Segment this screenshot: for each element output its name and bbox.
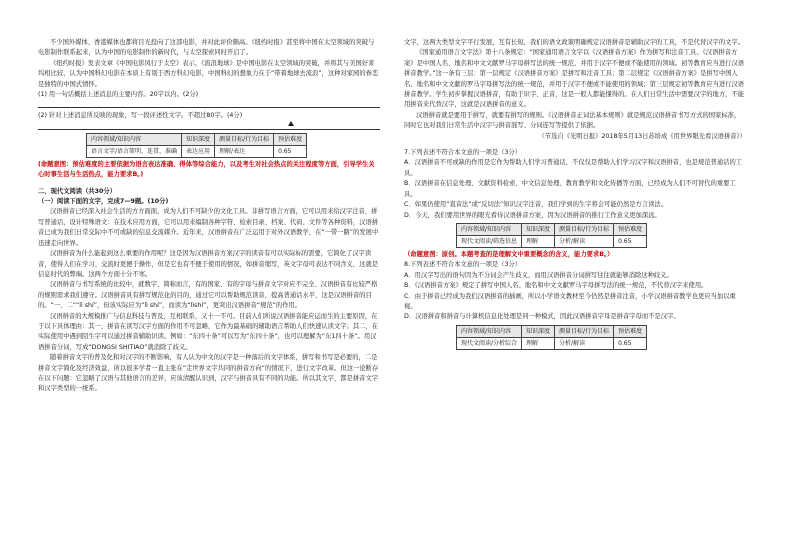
table-header: 测量目标/行为目标	[555, 325, 614, 337]
left-column	[38, 38, 380, 395]
right-column	[404, 38, 746, 352]
spec-table-2	[456, 223, 647, 248]
table-header: 预估难度	[614, 223, 647, 235]
table-cell: 现代文阅读/筛选信息	[457, 235, 522, 247]
paragraph: 汉语拼音已经深入社会生活的方方面面，成为人们不可缺少的文化工具。非拼写语言方面，它可以用来给汉字注音，拼写普通话，设计特殊语文：在技术应用方面，它可以用来编制各种字符、检索目录、档案、代码、文件等各种资料，汉语拼音已成为我们日常交际中不可或缺的信息交流媒介。近年来，汉语拼音在广泛运用于对外汉语教学，在“一带一路”的发展中迅速走向世界。	[38, 208, 379, 247]
paragraph: 汉语拼音的大规模推广与信息科技与普及，互相联系，又十一不可。目前人们所说汉语拼音能应运而生的主要原因，在于以下具体理由：其一，拼音在读写汉字方面的作用不可忽略，它作为最基础的辅助语言帮助人们快速认读文字；其二，在实际使用中遇到陌生字可以通过拼音辅助识读。例如：“东四十条”可以写为“东四十条”，也可以理解为“东1四十条”。用汉语拼音分词，写成“DONGSI SHITIAO”就消除了歧义。	[38, 312, 379, 351]
citation: （节选自《光明日报》2018年5月13日苏培成《用世界眼光看汉语拼音》）	[538, 132, 746, 140]
option-b: B．《汉语拼音方案》规定了拼写中国人名、地名和中文文献罗马字母拼写法的统一规范，不代替汉字来使用。	[404, 282, 708, 290]
paragraph: 文字，这两大类型文字平行发展，互有长短，我们的语文政策明确规定汉语拼音是辅助汉字的工具，不是代替汉字的文字。	[404, 39, 745, 46]
answer-line	[38, 101, 380, 108]
option-a: A．用汉字写出的语句因为不分词会产生歧义，而用汉语拼音分词拼写往往就能够消除这种歧义。	[404, 271, 673, 279]
option-c: C．由于拼音已经成为我们汉语拼音的插画，所以小学语文教材至今仍然是拼音注音，小学汉语拼音教学也更应当加以重视。	[404, 292, 736, 310]
table-header: 测量目标/行为目标	[215, 133, 274, 145]
intent-note: (命题意图：预估难度的主要依据为语言表达准确、得体等综合能力，以及考生对社会热点的关注程度等方面，引导学生关心时事生活与生活热点，能力要求B。)	[38, 160, 375, 179]
question-1: (1) 用一句话概括上述消息的主要内容。20字以内。(2分)	[38, 91, 199, 99]
paragraph: 汉语拼音与书写系统的比较中，就数字、简称而言，有的国家、有的字母与拼音文字对应不完全、汉语拼音有比较严格的规则需求我们遵守。汉语拼音具有拼写规范化的目的，通过它可以帮助规范读音，提高普通话水平，这是汉语拼音的目的。“一、二”“lì shí”，但该实际应为“lì shí”，而读为“lìshí”，更突出汉语拼音“规范”的作用。	[38, 281, 378, 310]
table-cell: 0.65	[614, 235, 647, 247]
triangle-marker-icon	[288, 121, 294, 126]
table-cell: 分析/解读	[555, 235, 614, 247]
table-cell: 理解/表达	[215, 145, 274, 157]
table-header: 内容领域/知识内容	[457, 223, 522, 235]
option-c: C．如果仍使用“直音法”或“反切法”知识汉字注音，我们学到的生字将会可能仍然是方言读法。	[404, 201, 668, 209]
paragraph: 汉语拼音就是要用于拼写，就要有拼写的规则。《汉语拼音正词法基本规则》就是规范汉语拼音书写方式的国家标准，同时它也对我们日常生活中汉字与拼音混写、分词连写等提供了依据。	[404, 111, 741, 130]
table-header: 知识深度	[522, 223, 555, 235]
table-cell: 0.65	[274, 145, 307, 157]
subsection-heading: （一）阅读下面的文字，完成7—9题。(10分)	[38, 198, 169, 206]
paragraph: 不少国外媒体、香港媒体也都将目光投向了这部电影，并对此评价颇高。《纽约时报》甚至将中国在太空领域的突破与电影制作联系起来，认为中国的电影制作的新时代，与太空探索同时开启了。	[38, 39, 375, 57]
table-header: 内容领域/知识内容	[87, 133, 182, 145]
option-d: D．汉语拼音和拼音与计算机信息化处理是同一种模式，因此汉语拼音字母是拼音字母而不是汉字。	[404, 313, 680, 321]
option-b: B．汉语拼音在信息处理、文献资料检索、中文信息处理、教育教学和文化传播等方面，已经成为人们不可替代的重要工具。	[404, 180, 736, 198]
table-header: 预估难度	[274, 133, 307, 145]
table-cell: 表达应用	[182, 145, 215, 157]
answer-line	[38, 123, 380, 130]
table-header: 知识深度	[182, 133, 215, 145]
question-2: (2) 针对上述消息所反映的现象，写一段评述性文字。不超过80字。(4分)	[38, 112, 243, 120]
table-cell: 理解	[522, 337, 555, 349]
table-cell: 分析/解读	[555, 337, 614, 349]
spec-table-1	[86, 133, 307, 158]
paragraph: 《国家通用语言文字法》第十八条规定：“国家通用语言文字以《汉语拼音方案》作为拼写和注音工具。《汉语拼音方案》是中国人名、地名和中文文献罗马字母拼写法的统一规范，并用于汉字不便或不能使用的领域。初等教育应当进行汉语拼音教学。”这一条有三层：第一层规定《汉语拼音方案》是拼写和注音工具；第二层规定《汉语拼音方案》是拼写中国人名、地名和中文文献的罗马字母拼写法的统一规范，并用于汉字不便或不能使用的领域；第三层规定初等教育应当进行汉语拼音教学。学生初步掌握汉语拼音，有助于识字、正音，这是一般人都能懂得的。在人们日常生活中需要汉字的地方，不能用拼音来代替汉字，这就是汉语拼音的意义。	[404, 49, 745, 109]
table-cell: 语言文字/语言简明、连贯、准确	[87, 145, 182, 157]
spec-table-3	[456, 325, 647, 350]
table-header: 内容领域/知识内容	[457, 325, 522, 337]
intent-note: （命题意图：原创。本题考查的是理解文中重要概念的含义，能力要求B。）	[404, 250, 614, 258]
option-a: A．汉语拼音不可或缺的作用是它作为帮助人们学习普通话，不仅仅是帮助人们学习汉字和汉语拼音，也是规范普通话的工具。	[404, 159, 743, 177]
table-cell: 0.65	[614, 337, 647, 349]
paragraph: 《纽约时报》发表文章《中国电影风行于太空》表示，《流浪地球》是中国电影在太空领域的突破，并将其与美国好莱坞相比较，认为中国科幻电影在本质上有别于西方科幻电影，中国科幻的想象力在于“带着地球去流浪”，这种对家园的眷恋是独特的中国式情怀。	[38, 59, 379, 88]
option-d: D．今天，我们要用世界的眼光看待汉语拼音方案，因为汉语拼音的推行工作意义更加深远。	[404, 211, 661, 219]
table-header: 预估难度	[614, 325, 647, 337]
table-cell: 现代文阅读/分析综合	[457, 337, 522, 349]
section-heading: 二、现代文阅读（共30分）	[38, 187, 117, 195]
table-cell: 理解	[522, 235, 555, 247]
table-header: 测量目标/行为目标	[555, 223, 614, 235]
paragraph: 汉语拼音为什么能起到这么重要的作用呢？这是因为汉语拼音方案汉字的读音有可以实际标的需要，它简化了汉字读音，使得人们在学习、交流时更便于操作，但是它也有不便于使用的情况，如拼音缩写，英文字母可表达不同含义，这就是信息时代的弊端。这两个方面十分不寒。	[38, 250, 379, 278]
question-7: 7.下列表述不符合本文意的一项是（3分）	[404, 149, 522, 157]
paragraph: 随着拼音文字的普及化和对汉字的不断影响，有人认为中文的汉字是一种落后的文字体系，拼写和书写是必要的，二是拼音文字简化及经济效益，所以很多学者一直主张在“走世界文字共同的拼音方向”的情况下，进行文字改革。但这一论断存在以下问题：它忽略了汉语与其他语言的差异，应该清醒认识到，汉字与拼音具有不同的功能。所以其文字，都是拼音文字和汉字类型的一统系。	[38, 354, 379, 393]
question-8: 8.下列表述不符合本文意的一项是（3分）	[404, 261, 522, 269]
table-header: 知识深度	[522, 325, 555, 337]
